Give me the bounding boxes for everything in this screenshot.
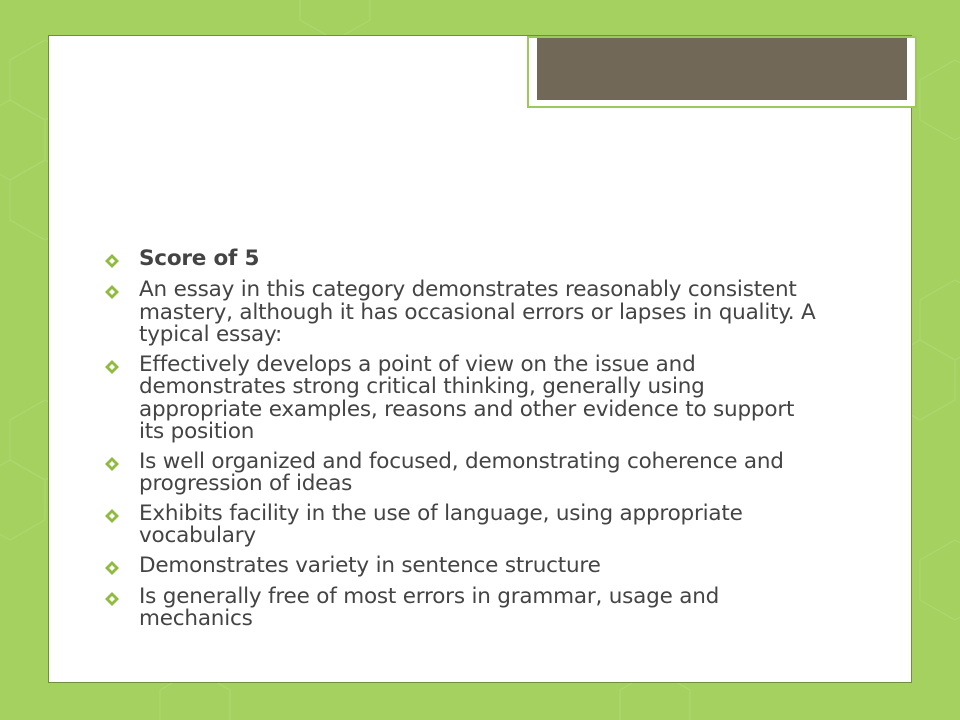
bullet-item: [105, 351, 825, 444]
bullet-text: An essay in this category demonstrates reasonably consistent mastery, although it has occasional errors or lapses in quality. A typical essay:: [139, 277, 816, 347]
bullet-item: [105, 279, 825, 347]
bullet-item: [105, 500, 825, 548]
title-placeholder-box: [537, 38, 907, 100]
bullet-text: Exhibits facility in the use of language, using appropriate vocabulary: [139, 500, 743, 548]
diamond-bullet-icon: [105, 248, 139, 272]
title-frame: [527, 36, 917, 108]
diamond-bullet-icon: [105, 586, 139, 610]
diamond-bullet-icon: [105, 354, 139, 378]
bullet-item: [105, 583, 825, 631]
bullet-item: [105, 248, 825, 272]
bullet-item: [105, 552, 825, 579]
diamond-bullet-icon: [105, 503, 139, 527]
diamond-bullet-icon: [105, 555, 139, 579]
bullet-text: Effectively develops a point of view on the issue and demonstrates strong critical thinking, generally using appropriate examples, reasons and other evidence to support its position: [139, 351, 795, 444]
bullet-text: Is generally free of most errors in grammar, usage and mechanics: [139, 583, 720, 631]
bullet-text: Demonstrates variety in sentence structure: [139, 552, 601, 578]
bullet-text: Score of 5: [139, 246, 260, 271]
bullet-list: [105, 248, 825, 638]
bullet-item: [105, 448, 825, 496]
diamond-bullet-icon: [105, 451, 139, 475]
diamond-bullet-icon: [105, 279, 139, 303]
bullet-text: Is well organized and focused, demonstrating coherence and progression of ideas: [139, 448, 784, 496]
